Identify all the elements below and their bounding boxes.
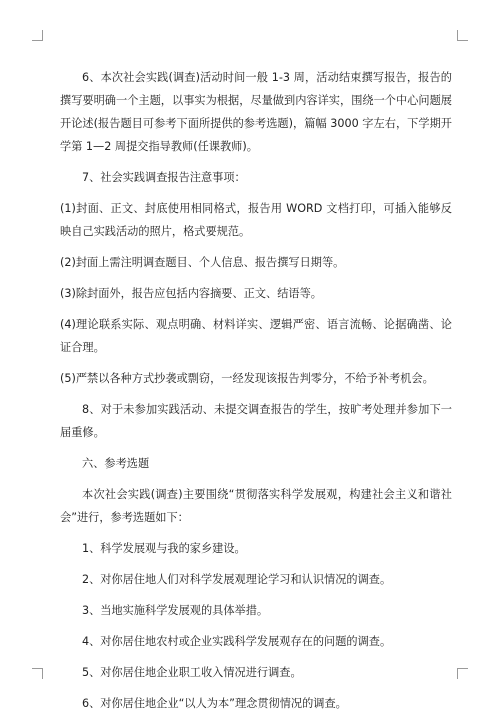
topic-item-1: 1、科学发展观与我的家乡建设。 [82,542,246,555]
paragraph-note-2: (2)封面上需注明调查题目、个人信息、报告撰写日期等。 [60,256,345,269]
paragraph-note-4: (4)理论联系实际、观点明确、材料详实、逻辑严密、语言流畅、论据确凿、论证合理。 [60,318,452,354]
topic-item-2: 2、对你居住地人们对科学发展观理论学习和认识情况的调查。 [82,573,392,586]
paragraph-item-6: 6、本次社会实践(调查)活动时间一般 1-3 周，活动结束撰写报告，报告的撰写要明确一个主题，以事实为根据，尽量做到内容详实，围绕一个中心问题展开论述(报告题目可参考下面所提供的参考选题)，篇幅 3000 字左右，下学期开学第 1—2 周提交指导教师(任课教师)。 [60,71,452,153]
crop-mark-top-right [457,30,468,41]
paragraph-item-8: 8、对于未参加实践活动、未提交调查报告的学生，按旷考处理并参加下一届重修。 [60,403,452,439]
paragraph-note-1: (1)封面、正文、封底使用相同格式，报告用 WORD 文档打印，可插入能够反映自己实践活动的照片，格式要规范。 [60,202,452,238]
topic-item-5: 5、对你居住地企业职工收入情况进行调查。 [82,666,302,679]
paragraph-topics-intro: 本次社会实践(调查)主要围绕“贯彻落实科学发展观，构建社会主义和谐社会”进行，参考选题如下： [60,488,452,524]
topic-item-4: 4、对你居住地农村或企业实践科学发展观存在的问题的调查。 [82,635,392,648]
paragraph-item-7-heading: 7、社会实践调查报告注意事项： [82,171,246,184]
paragraph-note-3: (3)除封面外，报告应包括内容摘要、正文、结语等。 [60,287,322,300]
paragraph-note-5: (5)严禁以各种方式抄袭或剽窃，一经发现该报告判零分，不给予补考机会。 [60,372,434,385]
crop-mark-bottom-right [457,668,468,679]
crop-mark-top-left [32,30,43,41]
document-body [60,66,452,723]
topic-item-3: 3、当地实施科学发展观的具体举措。 [82,604,269,617]
crop-mark-bottom-left [32,668,43,679]
topic-item-6: 6、对你居住地企业“以人为本”理念贯彻情况的调查。 [82,697,347,710]
section-heading-reference-topics: 六、参考选题 [82,457,150,470]
